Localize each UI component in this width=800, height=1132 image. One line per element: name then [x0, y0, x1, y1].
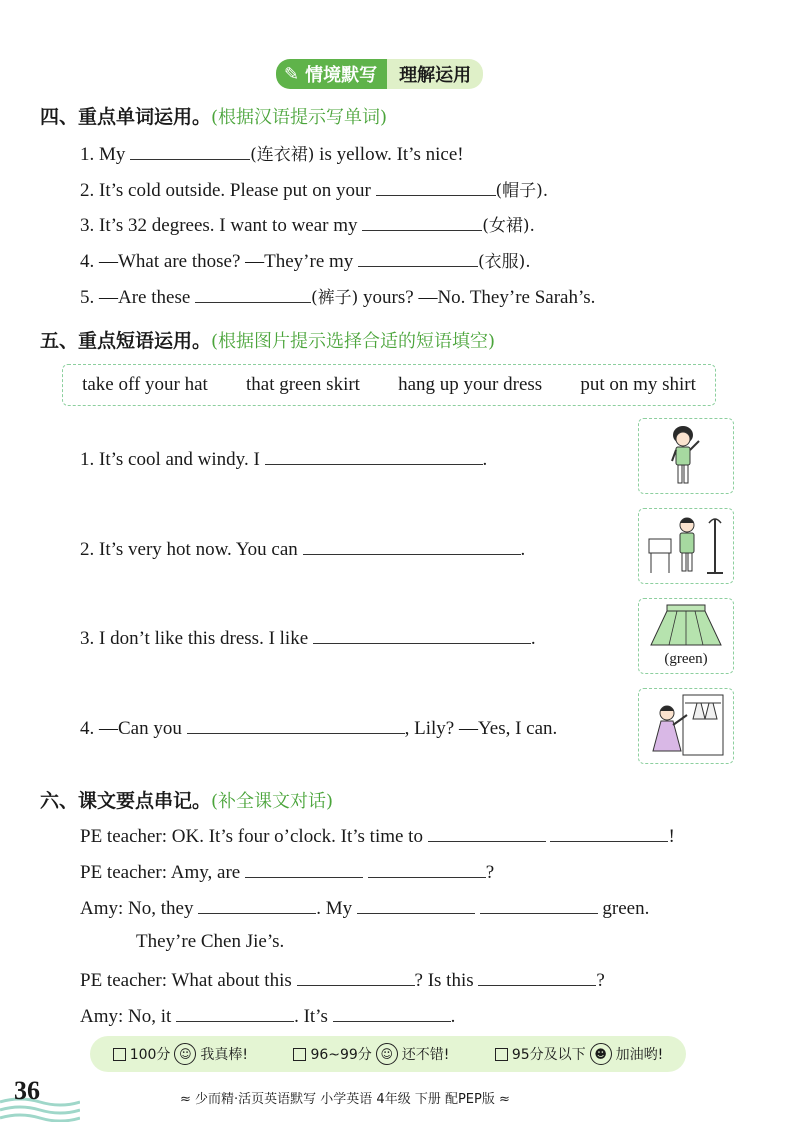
s6-l6-pre: Amy: No, it [80, 1006, 177, 1027]
s6-blank-2b[interactable] [368, 859, 486, 878]
s6-line-2 [80, 859, 494, 884]
page-corner-wave [0, 1094, 80, 1122]
s6-l6-mid: . It’s [294, 1006, 333, 1027]
s6-l3-post: green. [597, 898, 650, 919]
picture-boy-cap [638, 418, 734, 494]
s4-item-2 [80, 176, 548, 202]
s6-l5-pre: PE teacher: What about this [80, 970, 297, 991]
phrase-1: take off your hat [82, 374, 208, 395]
s4-item-4-pre: 4. —What are those? —They’re my [80, 251, 359, 272]
phrase-3: hang up your dress [398, 374, 543, 395]
s6-l2-post: ? [485, 862, 495, 883]
s4-item-2-pre: 2. It’s cold outside. Please put on your [80, 180, 376, 201]
s5-item-4 [80, 715, 557, 740]
s4-blank-5[interactable] [195, 284, 311, 303]
score-option-100[interactable] [113, 1043, 248, 1065]
s4-item-3-cn: (女裙). [482, 216, 535, 236]
s6-blank-3a[interactable] [198, 895, 316, 914]
s6-line-5 [80, 967, 605, 992]
section4-title [40, 102, 387, 129]
s6-l3-pre: Amy: No, they [80, 898, 199, 919]
s4-item-1-post: is yellow. It’s nice! [314, 144, 464, 165]
s6-blank-3b[interactable] [357, 895, 475, 914]
score-option-96[interactable] [293, 1043, 449, 1065]
pencil-icon: ✎ [284, 63, 300, 85]
s5-item-2-post: . [520, 539, 526, 560]
skirt-icon [639, 599, 733, 653]
girl-wardrobe-illustration [639, 689, 733, 763]
s4-item-4 [80, 247, 531, 273]
s4-item-4-cn: (衣服). [478, 252, 531, 272]
picture-girl-wardrobe [638, 688, 734, 764]
s4-item-5-cn: (裤子) [311, 288, 359, 308]
s5-item-1 [80, 446, 487, 471]
s4-item-5-pre: 5. —Are these [80, 287, 196, 308]
wave-decoration-icon [0, 1094, 80, 1122]
checkbox-icon[interactable] [495, 1048, 508, 1061]
section6-hint: (补全课文对话) [211, 791, 334, 812]
s4-blank-4[interactable] [358, 248, 478, 267]
s6-l5-post: ? [596, 970, 605, 991]
s6-l1-pre: PE teacher: OK. It’s four o’clock. It’s time to [80, 826, 428, 847]
section-header-badge [276, 59, 483, 89]
s6-l3-mid: . My [316, 898, 357, 919]
checkbox-icon[interactable] [113, 1048, 126, 1061]
score-100-text: 我真棒! [200, 1047, 249, 1063]
s6-blank-1a[interactable] [428, 823, 546, 842]
cheer-face-icon: ☻ [590, 1043, 612, 1065]
s6-l1-post: ! [668, 826, 675, 847]
phrase-2: that green skirt [245, 374, 360, 395]
self-assessment-bar [90, 1036, 686, 1072]
s4-item-1 [80, 140, 464, 166]
boy-cap-illustration [639, 419, 733, 493]
section4-hint: (根据汉语提示写单词) [211, 107, 388, 128]
page-number: 36 [14, 1076, 40, 1105]
section6-title [40, 786, 333, 813]
s6-l5-mid: ? Is this [414, 970, 479, 991]
s6-blank-6b[interactable] [333, 1003, 451, 1022]
s5-item-4-pre: 4. —Can you [80, 718, 187, 739]
s5-blank-4[interactable] [187, 715, 405, 734]
s4-item-5 [80, 283, 595, 309]
badge-side: 理解运用 [387, 59, 483, 89]
s6-l6-post: . [450, 1006, 456, 1027]
section5-title-text: 五、重点短语运用。 [40, 330, 212, 352]
score-96-text: 还不错! [401, 1047, 450, 1063]
s6-line-6 [80, 1003, 455, 1028]
s4-item-3 [80, 211, 535, 237]
s4-item-1-pre: 1. My [80, 144, 131, 165]
smile-face-icon: ☺ [376, 1043, 398, 1065]
boy-hatstand-illustration [639, 509, 733, 583]
s4-blank-2[interactable] [376, 177, 496, 196]
s6-blank-1b[interactable] [550, 823, 668, 842]
s6-blank-2a[interactable] [245, 859, 363, 878]
s5-item-1-pre: 1. It’s cool and windy. I [80, 449, 265, 470]
s6-blank-6a[interactable] [176, 1003, 294, 1022]
phrase-4: put on my shirt [580, 374, 696, 395]
s4-item-3-pre: 3. It’s 32 degrees. I want to wear my [80, 215, 363, 236]
s4-blank-1[interactable] [130, 141, 250, 160]
s5-item-3-pre: 3. I don’t like this dress. I like [80, 628, 313, 649]
picture-boy-hatstand [638, 508, 734, 584]
section5-title [40, 326, 495, 353]
score-95-label: 95分及以下 [511, 1047, 586, 1063]
s6-line-3 [80, 895, 649, 920]
s5-item-2-pre: 2. It’s very hot now. You can [80, 539, 303, 560]
s6-line-4: They’re Chen Jie’s. [136, 931, 285, 952]
score-96-label: 96~99分 [310, 1047, 372, 1063]
s6-blank-5b[interactable] [478, 967, 596, 986]
badge-main-label: 情境默写 [305, 65, 378, 86]
section4-title-text: 四、重点单词运用。 [40, 106, 212, 128]
section6-title-text: 六、课文要点串记。 [40, 790, 212, 812]
score-100-label: 100分 [129, 1047, 171, 1063]
s5-item-4-post: , Lily? —Yes, I can. [404, 718, 558, 739]
s6-blank-3c[interactable] [480, 895, 598, 914]
s6-l2-pre: PE teacher: Amy, are [80, 862, 245, 883]
s4-item-2-cn: (帽子). [495, 181, 549, 201]
s4-item-5-post: yours? —No. They’re Sarah’s. [358, 287, 596, 308]
checkbox-icon[interactable] [293, 1048, 306, 1061]
section5-hint: (根据图片提示选择合适的短语填空) [211, 331, 496, 352]
s5-item-3-post: . [530, 628, 536, 649]
phrase-bank [62, 364, 716, 406]
s5-item-3 [80, 625, 536, 650]
s4-item-1-cn: (连衣裙) [250, 145, 315, 165]
s6-line-1 [80, 823, 675, 848]
s4-blank-3[interactable] [362, 212, 482, 231]
score-option-95[interactable] [495, 1043, 663, 1065]
happy-face-icon: ☺ [174, 1043, 196, 1065]
badge-main [276, 59, 387, 89]
skirt-color-label: (green) [664, 651, 708, 667]
s6-blank-5a[interactable] [297, 967, 415, 986]
score-95-text: 加油哟! [615, 1047, 664, 1063]
s5-item-2 [80, 536, 525, 561]
s5-blank-1[interactable] [265, 446, 483, 465]
s5-item-1-post: . [482, 449, 488, 470]
footer-text: ≈ 少而精·活页英语默写 小学英语 4年级 下册 配PEP版 ≈ [180, 1092, 510, 1107]
picture-green-skirt [638, 598, 734, 674]
s5-blank-3[interactable] [313, 625, 531, 644]
s5-blank-2[interactable] [303, 536, 521, 555]
